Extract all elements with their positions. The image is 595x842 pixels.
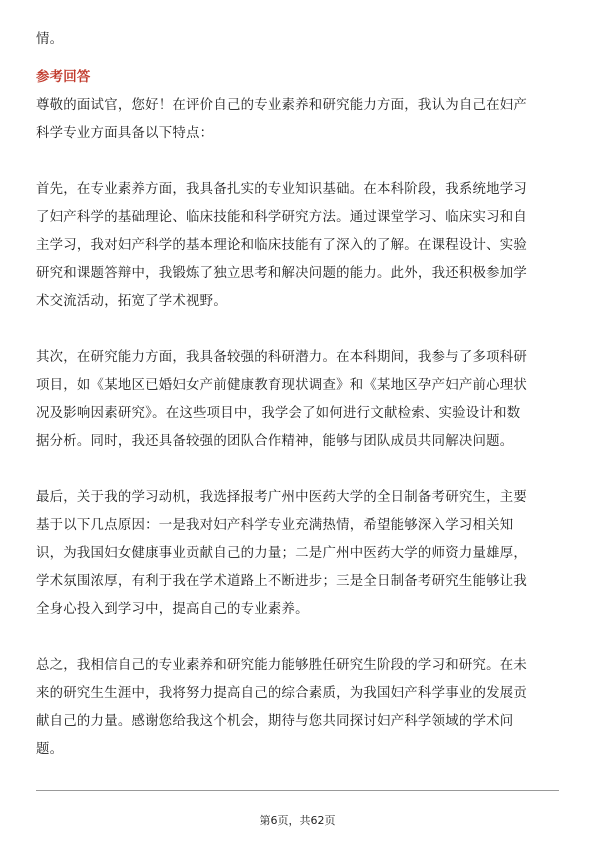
text-line: 献自己的力量。感谢您给我这个机会，期待与您共同探讨妇产科学领域的学术问 xyxy=(36,714,514,729)
text-line: 主学习，我对妇产科学的基本理论和临床技能有了深入的了解。在课程设计、实验 xyxy=(36,238,528,253)
text-line: 基于以下几点原因：一是我对妇产科学专业充满热情，希望能够深入学习相关知 xyxy=(36,518,514,533)
text-line: 最后，关于我的学习动机，我选择报考广州中医药大学的全日制备考研究生，主要 xyxy=(36,490,528,505)
text-line: 尊敬的面试官，您好！在评价自己的专业素养和研究能力方面，我认为自己在妇产 xyxy=(36,98,528,113)
text-line: 识，为我国妇女健康事业贡献自己的力量；二是广州中医药大学的师资力量雄厚， xyxy=(36,546,528,561)
text-line: 了妇产科学的基础理论、临床技能和科学研究方法。通过课堂学习、临床实习和自 xyxy=(36,210,528,225)
text-line: 其次，在研究能力方面，我具备较强的科研潜力。在本科期间，我参与了多项科研 xyxy=(36,350,528,365)
text-line: 况及影响因素研究》。在这些项目中，我学会了如何进行文献检索、实验设计和数 xyxy=(36,406,521,421)
text-line: 据分析。同时，我还具备较强的团队合作精神，能够与团队成员共同解决问题。 xyxy=(36,434,514,449)
text-line: 学术氛围浓厚，有利于我在学术道路上不断进步；三是全日制备考研究生能够让我 xyxy=(36,574,528,589)
text-line: 全身心投入到学习中，提高自己的专业素养。 xyxy=(36,602,309,617)
text-line: 情。 xyxy=(36,32,64,47)
text-line: 来的研究生生涯中，我将努力提高自己的综合素质，为我国妇产科学事业的发展贡 xyxy=(36,686,528,701)
footer-divider xyxy=(36,790,559,791)
text-line: 首先，在专业素养方面，我具备扎实的专业知识基础。在本科阶段，我系统地学习 xyxy=(36,182,528,197)
text-line: 题。 xyxy=(36,742,64,757)
text-line: 研究和课题答辩中，我锻炼了独立思考和解决问题的能力。此外，我还积极参加学 xyxy=(36,266,528,281)
text-line: 总之，我相信自己的专业素养和研究能力能够胜任研究生阶段的学习和研究。在未 xyxy=(36,658,528,673)
section-heading: 参考回答 xyxy=(36,70,91,85)
text-line: 术交流活动，拓宽了学术视野。 xyxy=(36,294,227,309)
page-footer: 第6页，共62页 xyxy=(259,814,336,827)
text-line: 项目，如《某地区已婚妇女产前健康教育现状调查》和《某地区孕产妇产前心理状 xyxy=(36,378,528,393)
text-line: 科学专业方面具备以下特点： xyxy=(36,126,214,141)
